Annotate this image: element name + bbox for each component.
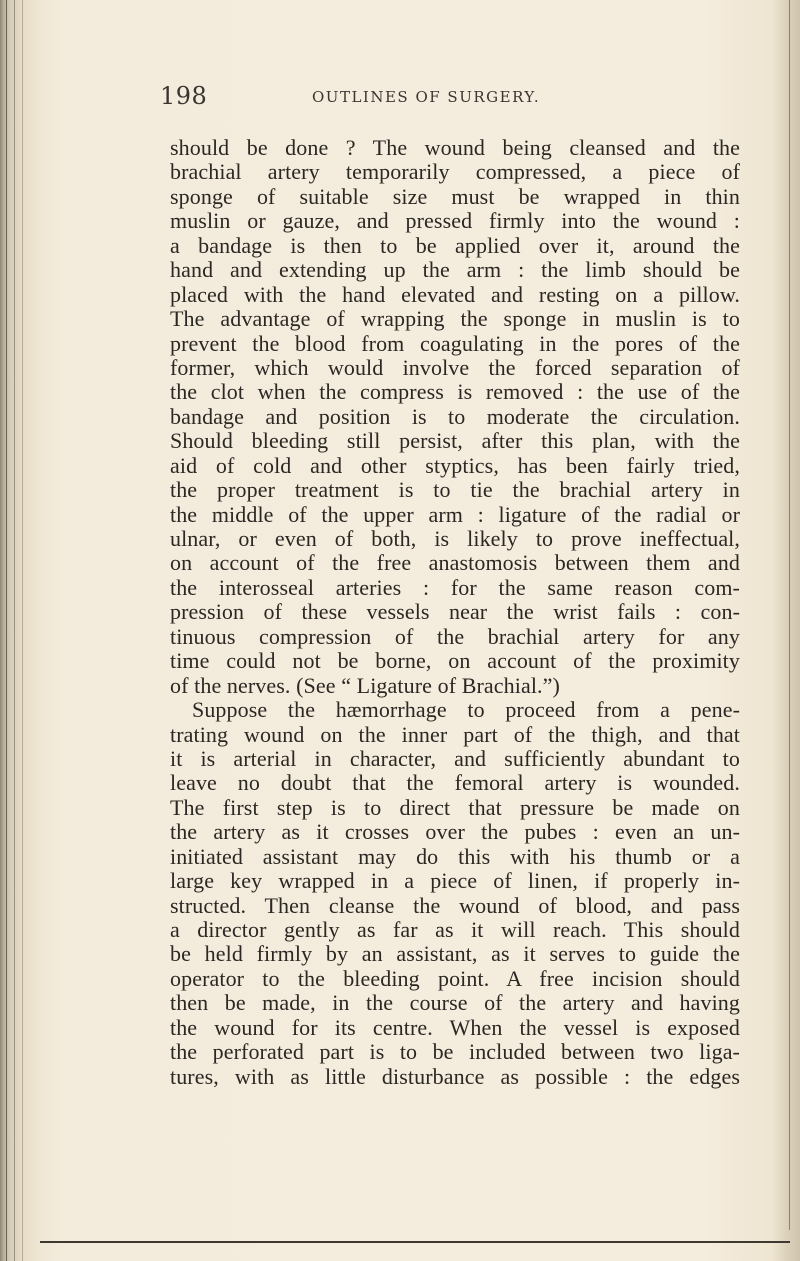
text-line: tures, with as little disturbance as possible : the edges (170, 1063, 740, 1089)
text-line: pression of these vessels near the wrist fails : con- (170, 599, 740, 625)
text-line: former, which would involve the forced separation of (170, 354, 740, 380)
text-line: should be done ? The wound being cleansed and the (170, 135, 740, 160)
gutter-edge-line (22, 0, 23, 1261)
text-line: The advantage of wrapping the sponge in muslin is to (170, 306, 740, 332)
text-line: bandage and position is to moderate the circulation. (170, 403, 740, 429)
text-line: sponge of suitable size must be wrapped in thin (170, 183, 740, 209)
page-bottom-edge (40, 1241, 790, 1243)
page-header (160, 82, 760, 116)
text-line: brachial artery temporarily compressed, a piece of (170, 159, 740, 185)
text-line: initiated assistant may do this with his thumb or a (170, 843, 740, 869)
text-line: the wound for its centre. When the vessel is exposed (170, 1014, 740, 1040)
text-line: the artery as it crosses over the pubes : even an un- (170, 819, 740, 845)
text-line: operator to the bleeding point. A free incision should (170, 965, 740, 991)
text-line: on account of the free anastomosis between them and (170, 550, 740, 576)
gutter-edge-line (6, 0, 7, 1261)
text-line: hand and extending up the arm : the limb should be (170, 257, 740, 283)
text-line: a bandage is then to be applied over it, around the (170, 232, 740, 258)
text-line: The first step is to direct that pressure be made on (170, 794, 740, 820)
text-line: placed with the hand elevated and resting on a pillow. (170, 281, 740, 307)
text-line: then be made, in the course of the artery and having (170, 990, 740, 1016)
gutter-edge-line (14, 0, 15, 1261)
text-line: Suppose the hæmorrhage to proceed from a pene- (192, 697, 740, 723)
page-right-edge-line (789, 0, 790, 1230)
text-line: of the nerves. (See “ Ligature of Brachial.”) (170, 672, 560, 698)
text-line: the middle of the upper arm : ligature of the radial or (170, 501, 740, 527)
text-line: be held firmly by an assistant, as it serves to guide the (170, 941, 740, 967)
text-line: tinuous compression of the brachial artery for any (170, 623, 740, 649)
text-line: the perforated part is to be included between two liga- (170, 1039, 740, 1065)
body-text (170, 136, 740, 1089)
text-line: trating wound on the inner part of the thigh, and that (170, 721, 740, 747)
text-line: it is arterial in character, and sufficiently abundant to (170, 745, 740, 771)
text-line: the proper treatment is to tie the brachial artery in (170, 477, 740, 503)
page-number: 198 (160, 82, 208, 110)
text-line: Should bleeding still persist, after this plan, with the (170, 428, 740, 454)
text-line: muslin or gauze, and pressed firmly into the wound : (170, 208, 740, 234)
text-line: time could not be borne, on account of the proximity (170, 648, 740, 674)
text-line: large key wrapped in a piece of linen, if properly in- (170, 868, 740, 894)
running-head: OUTLINES OF SURGERY. (312, 88, 541, 106)
text-line: leave no doubt that the femoral artery is wounded. (170, 770, 740, 796)
text-line: structed. Then cleanse the wound of blood, and pass (170, 892, 740, 918)
text-line: ulnar, or even of both, is likely to prove ineffectual, (170, 526, 740, 551)
page-right-edge (772, 0, 800, 1261)
text-line: the clot when the compress is removed : the use of the (170, 379, 740, 405)
text-line: aid of cold and other styptics, has been fairly tried, (170, 452, 740, 478)
text-line: prevent the blood from coagulating in the pores of the (170, 330, 740, 356)
text-line: the interosseal arteries : for the same reason com- (170, 574, 740, 600)
text-line: a director gently as far as it will reach. This should (170, 917, 740, 942)
